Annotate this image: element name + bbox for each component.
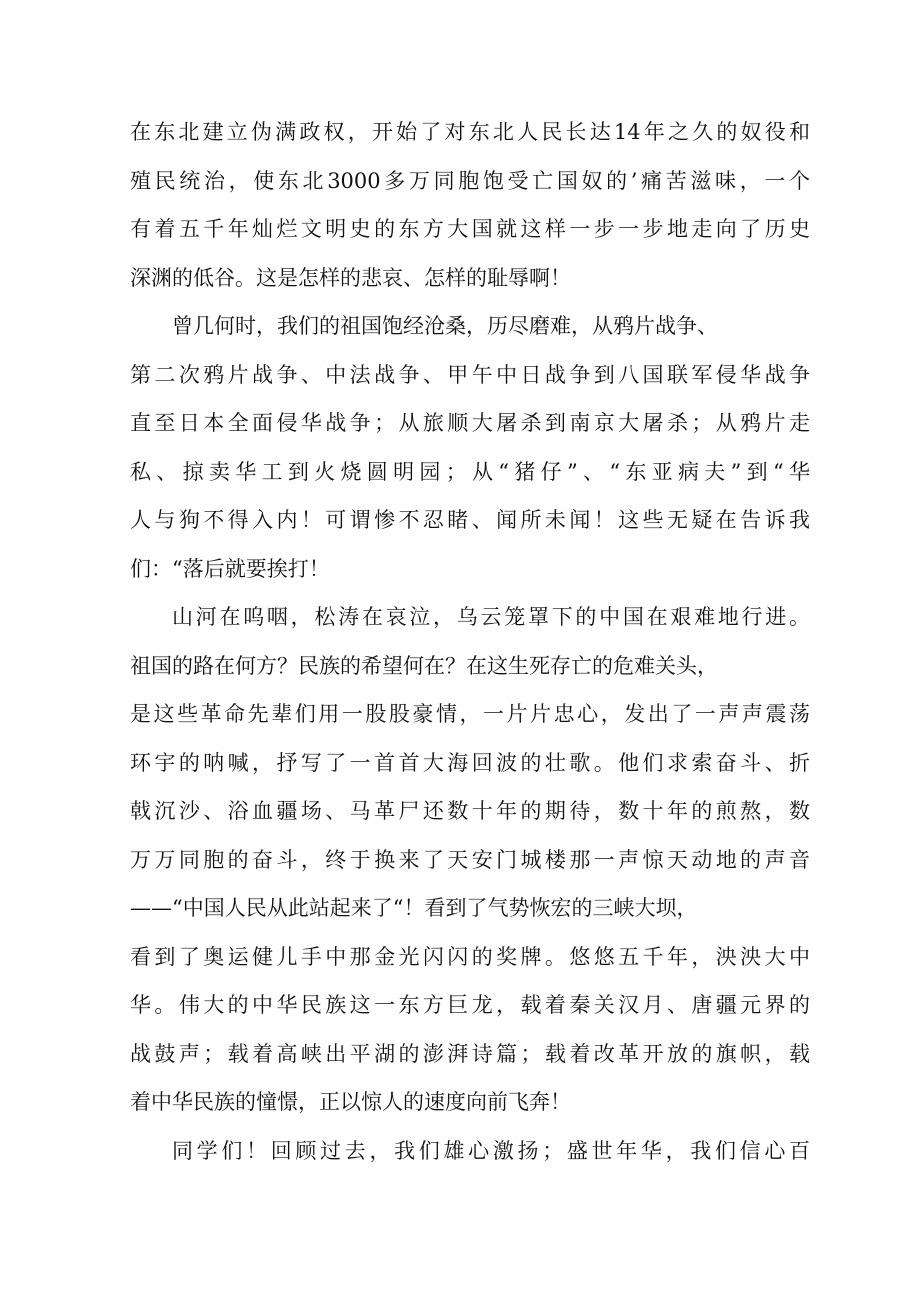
paragraph-start-line: 同学们！回顾过去，我们雄心激扬；盛世年华，我们信心百 <box>172 1138 810 1163</box>
text-line: 战鼓声；载着高峡出平湖的澎湃诗篇；载着改革开放的旗帜，载 <box>130 1041 810 1066</box>
paragraph-start-line: 山河在呜咽，松涛在哀泣，乌云笼罩下的中国在艰难地行进。 <box>172 605 810 629</box>
text-line: 着中华民族的憧憬，正以惊人的速度向前飞奔！ <box>130 1090 571 1114</box>
text-line: 环宇的呐喊，抒写了一首首大海回波的壮歌。他们求索奋斗、折 <box>130 750 810 775</box>
text-line: 第二次鸦片战争、中法战争、甲午中日战争到八国联军侵华战争 <box>130 362 810 387</box>
text-line: 直至日本全面侵华战争；从旅顺大屠杀到南京大屠杀；从鸦片走 <box>130 411 810 435</box>
text-line: 有着五千年灿烂文明史的东方大国就这样一步一步地走向了历史 <box>130 217 810 241</box>
body-text <box>130 108 810 1175</box>
text-line: 私、掠卖华工到火烧圆明园；从“猪仔”、“东亚病夫”到“华 <box>130 459 810 484</box>
text-line: 们：“落后就要挨打！ <box>130 556 330 581</box>
paragraph-start-line: 曾几何时，我们的祖国饱经沧桑，历尽磨难，从鸦片战争、 <box>172 314 718 338</box>
text-line: 深渊的低谷。这是怎样的悲哀、怎样的耻辱啊！ <box>130 265 571 290</box>
text-line: 看到了奥运健儿手中那金光闪闪的奖牌。悠悠五千年，泱泱大中 <box>130 944 810 969</box>
text-line: 殖民统治，使东北3000多万同胞饱受亡国奴的’痛苦滋味，一个 <box>130 168 810 193</box>
text-line: 人与狗不得入内！可谓惨不忍睹、闻所未闻！这些无疑在告诉我 <box>130 508 810 532</box>
text-line: 万万同胞的奋斗，终于换来了天安门城楼那一声惊天动地的声音 <box>130 847 810 872</box>
text-line: 在东北建立伪满政权，开始了对东北人民长达14年之久的奴役和 <box>130 120 810 144</box>
text-line: 祖国的路在何方？民族的希望何在？在这生死存亡的危难关头， <box>130 653 718 678</box>
text-line: 华。伟大的中华民族这一东方巨龙，载着秦关汉月、唐疆元界的 <box>130 993 810 1017</box>
text-line: 戟沉沙、浴血疆场、马革尸还数十年的期待，数十年的煎熬，数 <box>130 799 810 823</box>
text-line: ——“中国人民从此站起来了“！看到了气势恢宏的三峡大坝， <box>130 896 698 920</box>
text-line: 是这些革命先辈们用一股股豪情，一片片忠心，发出了一声声震荡 <box>130 702 810 726</box>
